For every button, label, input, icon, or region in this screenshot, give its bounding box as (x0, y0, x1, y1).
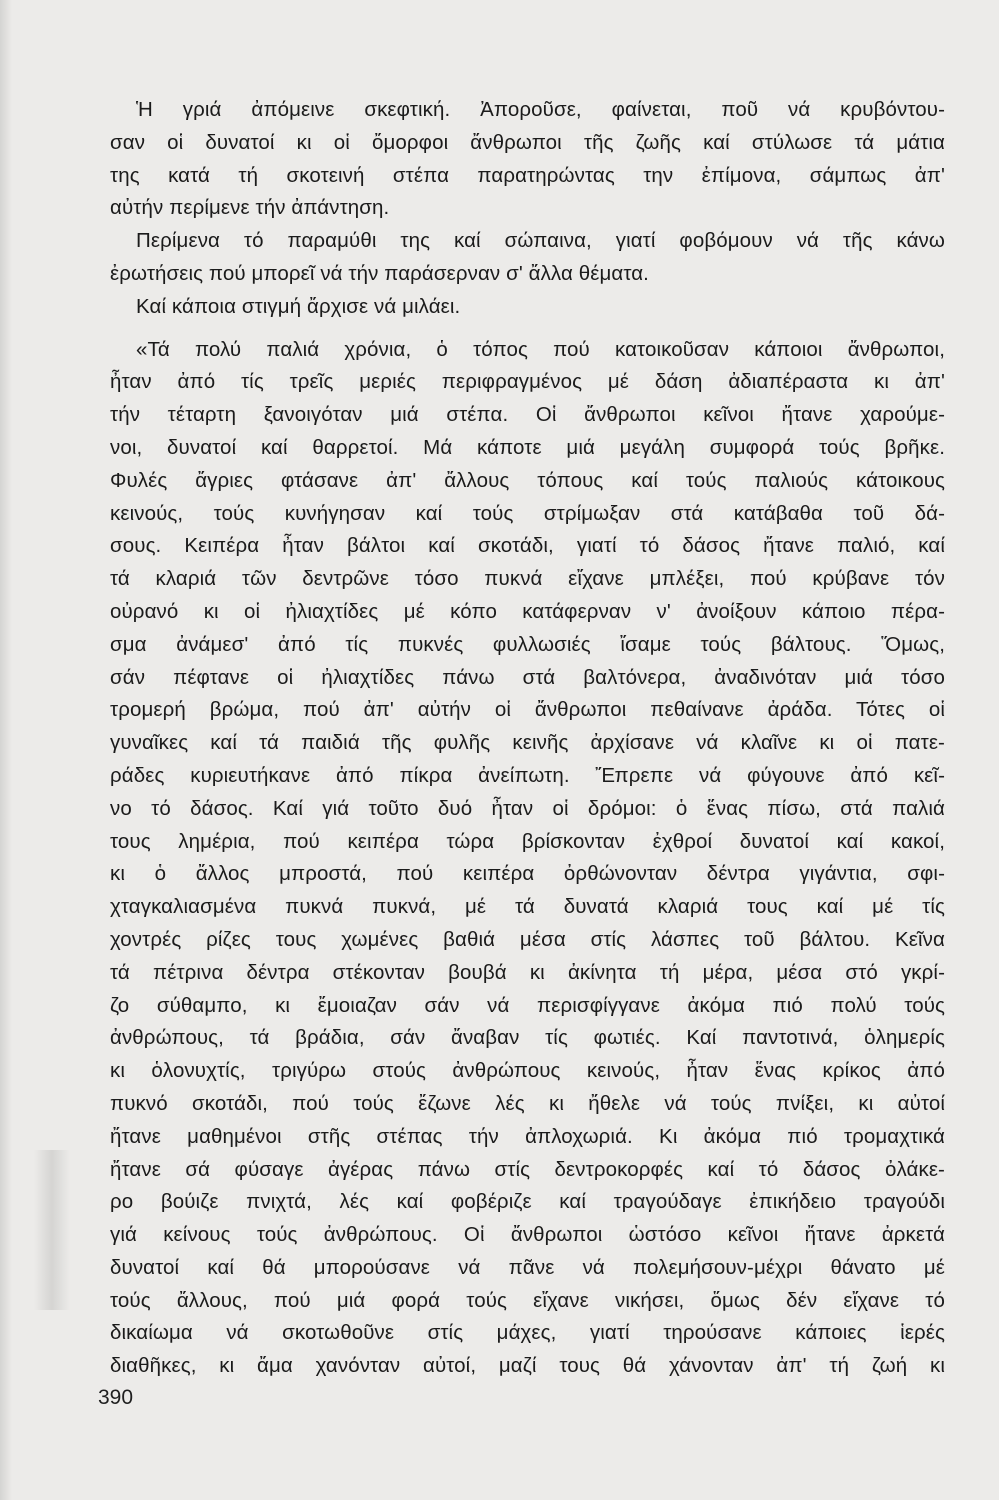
text-line: τήν τέταρτη ξανοιγόταν μιά στέπα. Οἱ ἄνθρωποι κεῖνοι ἤτανε χαρούμε- (110, 403, 945, 427)
body-text (110, 94, 945, 1383)
text-line: τρομερή βρώμα, πού ἀπ' αὐτήν οἱ ἄνθρωποι πεθαίνανε ἀράδα. Τότες οἱ (110, 698, 945, 722)
text-line: Καί κάποια στιγμή ἄρχισε νά μιλάει. (136, 294, 461, 318)
text-line: της κατά τή σκοτεινή στέπα παρατηρώντας την ἐπίμονα, σάμπως ἀπ' (110, 163, 945, 187)
text-line: ράδες κυριευτήκανε ἀπό πίκρα ἀνείπωτη. Ἔπρεπε νά φύγουνε ἀπό κεῖ- (110, 763, 945, 787)
text-line: Ἡ γριά ἀπόμεινε σκεφτική. Ἀποροῦσε, φαίνεται, ποῦ νά κρυβόντου- (136, 98, 945, 121)
text-line: σαν οἱ δυνατοί κι οἱ ὄμορφοι ἄνθρωποι τῆς ζωῆς καί στύλωσε τά μάτια (110, 130, 945, 154)
text-line: διαθῆκες, κι ἄμα χανόνταν αὐτοί, μαζί τους θά χάνονταν ἀπ' τή ζωή κι (110, 1354, 945, 1378)
paragraph-2 (110, 225, 945, 291)
text-line: κεινούς, τούς κυνήγησαν καί τούς στρίμωξαν στά κατάβαθα τοῦ δά- (110, 501, 945, 525)
text-line: σάν πέφτανε οἱ ἠλιαχτίδες πάνω στά βαλτόνερα, ἀναδινόταν μιά τόσο (110, 665, 945, 689)
text-line: τά πέτρινα δέντρα στέκονταν βουβά κι ἀκίνητα τή μέρα, μέσα στό γκρί- (110, 960, 945, 984)
text-line: δυνατοί καί θά μπορούσανε νά πᾶνε νά πολεμήσουν-μέχρι θάνατο μέ (110, 1255, 945, 1279)
text-line: γιά κείνους τούς ἀνθρώπους. Οἱ ἄνθρωποι ὡστόσο κεῖνοι ἤτανε ἀρκετά (110, 1223, 945, 1247)
paragraph-3 (110, 291, 945, 324)
text-line: Περίμενα τό παραμύθι της καί σώπαινα, γιατί φοβόμουν νά τῆς κάνω (136, 229, 945, 253)
text-line: δικαίωμα νά σκοτωθοῦνε στίς μάχες, γιατί τηρούσανε κάποιες ἱερές (110, 1321, 945, 1345)
text-line: σμα ἀνάμεσ' ἀπό τίς πυκνές φυλλωσιές ἴσαμε τούς βάλτους. Ὅμως, (110, 632, 945, 656)
page-gutter-shadow (0, 0, 12, 1500)
text-line: γυναῖκες καί τά παιδιά τῆς φυλῆς κεινῆς ἀρχίσανε νά κλαῖνε κι οἱ πατε- (110, 731, 945, 755)
text-line: νο τό δάσος. Καί γιά τοῦτο δυό ἦταν οἱ δρόμοι: ὁ ἕνας πίσω, στά παλιά (110, 796, 945, 820)
text-line: τά κλαριά τῶν δεντρῶνε τόσο πυκνά εἴχανε μπλέξει, πού κρύβανε τόν (110, 567, 945, 591)
text-line: ρο βούιζε πνιχτά, λές καί φοβέριζε καί τραγούδαγε ἐπικήδειο τραγούδι (110, 1190, 945, 1214)
paragraph-1 (110, 94, 945, 225)
page-edge-mark (34, 1150, 70, 1310)
text-line: κι ὁ ἄλλος μπροστά, πού κειπέρα ὀρθώνονταν δέντρα γιγάντια, σφι- (110, 862, 945, 886)
text-line: Φυλές ἄγριες φτάσανε ἀπ' ἄλλους τόπους καί τούς παλιούς κάτοικους (110, 468, 945, 492)
text-line: ζο σύθαμπο, κι ἔμοιαζαν σάν νά περισφίγγανε ἀκόμα πιό πολύ τούς (110, 993, 945, 1017)
text-line: τους λημέρια, πού κειπέρα τώρα βρίσκονταν ἐχθροί δυνατοί καί κακοί, (110, 829, 945, 853)
text-line: ἤτανε μαθημένοι στῆς στέπας τήν ἀπλοχωριά. Κι ἀκόμα πιό τρομαχτικά (110, 1124, 945, 1148)
text-line: ἀνθρώπους, τά βράδια, σάν ἄναβαν τίς φωτιές. Καί παντοτινά, ὁλημερίς (110, 1026, 945, 1050)
text-line: χταγκαλιασμένα πυκνά πυκνά, μέ τά δυνατά κλαριά τους καί μέ τίς (110, 895, 945, 919)
page-number: 390 (98, 1386, 134, 1409)
text-line: νοι, δυνατοί καί θαρρετοί. Μά κάποτε μιά μεγάλη συμφορά τούς βρῆκε. (110, 435, 945, 459)
text-line: οὐρανό κι οἱ ἠλιαχτίδες μέ κόπο κατάφερναν ν' ἀνοίξουν κάποιο πέρα- (110, 599, 945, 623)
text-line: ἦταν ἀπό τίς τρεῖς μεριές περιφραγμένος μέ δάση ἀδιαπέραστα κι ἀπ' (110, 370, 945, 394)
text-line: κι ὁλονυχτίς, τριγύρω στούς ἀνθρώπους κεινούς, ἦταν ἕνας κρίκος ἀπό (110, 1059, 945, 1083)
paragraph-4 (110, 334, 945, 1384)
text-line: χοντρές ρίζες τους χωμένες βαθιά μέσα στίς λάσπες τοῦ βάλτου. Κεῖνα (110, 927, 945, 951)
text-line: ἤτανε σά φύσαγε ἀγέρας πάνω στίς δεντροκορφές καί τό δάσος ὀλάκε- (110, 1157, 945, 1181)
text-line: αὐτήν περίμενε τήν ἀπάντηση. (110, 196, 390, 220)
text-line: σους. Κειπέρα ἦταν βάλτοι καί σκοτάδι, γιατί τό δάσος ἤτανε παλιό, καί (110, 534, 945, 558)
text-line: «Τά πολύ παλιά χρόνια, ὁ τόπος πού κατοικοῦσαν κάποιοι ἄνθρωποι, (136, 337, 945, 361)
text-line: τούς ἄλλους, πού μιά φορά τούς εἴχανε νικήσει, ὅμως δέν εἴχανε τό (110, 1288, 945, 1312)
text-line: ἐρωτήσεις πού μπορεῖ νά τήν παράσερναν σ' ἄλλα θέματα. (110, 261, 649, 285)
text-line: πυκνό σκοτάδι, πού τούς ἔζωνε λές κι ἤθελε νά τούς πνίξει, κι αὐτοί (110, 1091, 945, 1115)
